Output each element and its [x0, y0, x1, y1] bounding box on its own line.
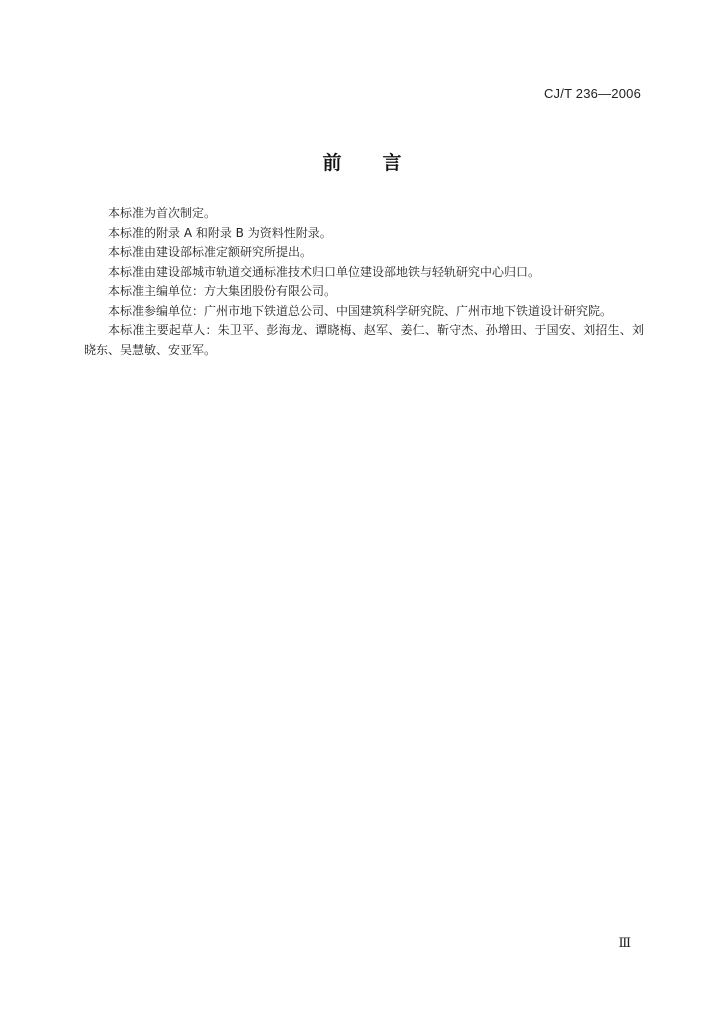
page-title: 前 言 [322, 152, 403, 174]
foreword-body [84, 204, 644, 360]
paragraph-proposer: 本标准由建设部标准定额研究所提出。 [108, 245, 313, 259]
paragraph-drafters: 本标准主要起草人：朱卫平、彭海龙、谭晓梅、赵军、姜仁、靳守杰、孙增田、于国安、刘招生、刘晓东、吴慧敏、安亚军。 [84, 323, 644, 357]
paragraph-chief-unit: 本标准主编单位：方大集团股份有限公司。 [108, 284, 337, 298]
paragraph-participating-units: 本标准参编单位：广州市地下铁道总公司、中国建筑科学研究院、广州市地下铁道设计研究院。 [108, 303, 613, 318]
standard-code: CJ/T 236—2006 [543, 86, 641, 101]
paragraph-first-edition: 本标准为首次制定。 [108, 206, 217, 220]
page-number: Ⅲ [618, 936, 631, 951]
paragraph-administrator: 本标准由建设部城市轨道交通标准技术归口单位建设部地铁与轻轨研究中心归口。 [108, 264, 541, 279]
paragraph-appendices: 本标准的附录 A 和附录 B 为资料性附录。 [108, 225, 332, 240]
